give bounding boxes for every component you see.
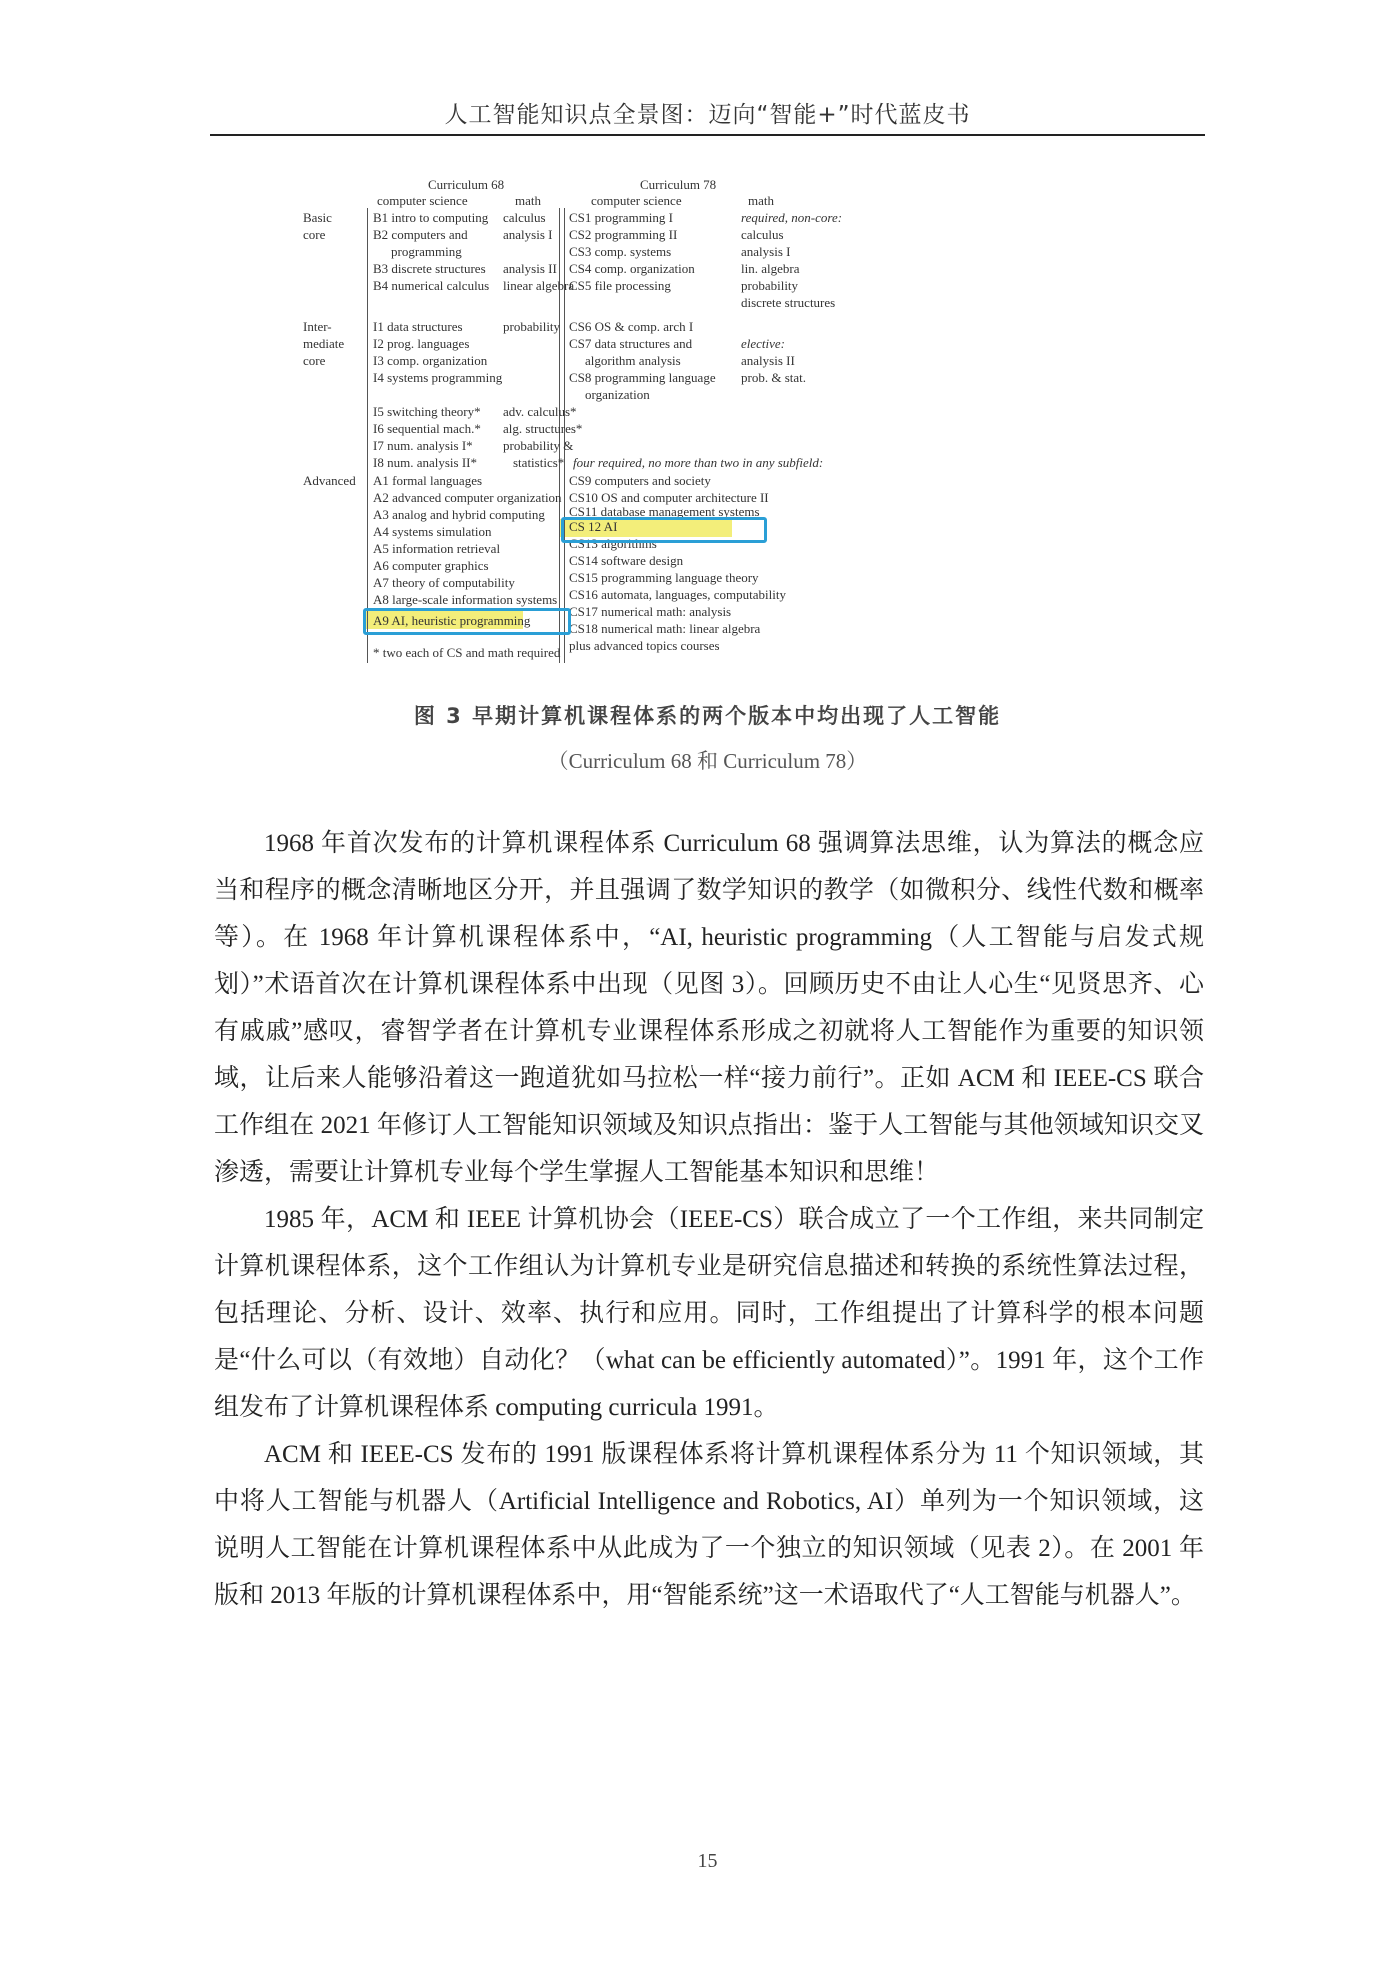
curriculum-figure — [303, 177, 1021, 666]
row-label-basic-core: core — [303, 227, 326, 242]
c78-math-calculus: calculus — [741, 227, 784, 242]
c68-b3: B3 discrete structures — [373, 261, 486, 276]
c78-title: Curriculum 78 — [640, 177, 717, 192]
row-label-core: core — [303, 353, 326, 368]
c68-b4: B4 numerical calculus — [373, 278, 490, 293]
c78-cs16: CS16 automata, languages, computability — [569, 587, 786, 602]
c78-cs2: CS2 programming II — [569, 227, 678, 242]
c68-title: Curriculum 68 — [428, 177, 505, 192]
row-label-mediate: mediate — [303, 336, 345, 351]
c68-math-probability: probability — [503, 319, 561, 334]
c78-cs4: CS4 comp. organization — [569, 261, 695, 276]
c68-i5: I5 switching theory* — [373, 404, 481, 419]
c68-a1: A1 formal languages — [373, 473, 483, 488]
c68-i3: I3 comp. organization — [373, 353, 488, 368]
page-number: 15 — [697, 1850, 718, 1872]
c78-cs10: CS10 OS and computer architecture II — [569, 490, 769, 505]
c68-a2: A2 advanced computer organization — [373, 490, 562, 505]
c68-i8: I8 num. analysis II* — [373, 455, 477, 470]
c78-math-analysis1: analysis I — [741, 244, 791, 259]
c68-math-linalg: linear algebra — [503, 278, 575, 293]
c78-math-required-label: required, non-core: — [741, 210, 843, 225]
c78-cs11: CS11 database management systems — [569, 504, 760, 519]
c78-cs8: CS8 programming language — [569, 370, 716, 385]
c68-math-analysis1: analysis I — [503, 227, 553, 242]
c68-a8: A8 large-scale information systems — [373, 592, 558, 607]
c68-math-statistics: statistics* — [513, 455, 565, 470]
c68-a5: A5 information retrieval — [373, 541, 501, 556]
c78-cs7: CS7 data structures and — [569, 336, 693, 351]
c68-a7: A7 theory of computability — [373, 575, 515, 590]
c68-i2: I2 prog. languages — [373, 336, 470, 351]
c78-cs8-cont: organization — [585, 387, 650, 402]
c78-cs17: CS17 numerical math: analysis — [569, 604, 732, 619]
c78-advanced-topics: plus advanced topics courses — [569, 638, 720, 653]
c78-math-header: math — [748, 193, 774, 208]
c78-cs12: CS 12 AI — [569, 519, 618, 534]
c68-i1: I1 data structures — [373, 319, 463, 334]
row-label-advanced: Advanced — [303, 473, 356, 488]
row-label-inter: Inter- — [303, 319, 332, 334]
c68-a4: A4 systems simulation — [373, 524, 492, 539]
c68-a9: A9 AI, heuristic programming — [373, 613, 531, 628]
c78-math-elective-label: elective: — [741, 336, 786, 351]
c68-i7: I7 num. analysis I* — [373, 438, 473, 453]
figure-subcaption: （Curriculum 68 和 Curriculum 78） — [547, 749, 868, 773]
c68-a6: A6 computer graphics — [373, 558, 489, 573]
c78-cs3: CS3 comp. systems — [569, 244, 672, 259]
c78-cs7-cont: algorithm analysis — [585, 353, 681, 368]
c78-cs-header: computer science — [591, 193, 682, 208]
body-text — [214, 820, 1204, 1619]
c78-math-probability: probability — [741, 278, 799, 293]
c78-cs5: CS5 file processing — [569, 278, 671, 293]
paragraph-1: 1968 年首次发布的计算机课程体系 Curriculum 68 强调算法思维，认为算法的概念应当和程序的概念清晰地区分开，并且强调了数学知识的教学（如微积分、线性代数和概率等）。在 1968 年计算机课程体系中，“AI, heuristic programming（人工智能与启发式规划）”术语首次在计算机课程体系中出现（见图 3）。回顾历史不由让人心生“见贤思齐、心有戚戚”感叹，睿智学者在计算机专业课程体系形成之初就将人工智能作为重要的知识领域，让后来人能够沿着这一跑道犹如马拉松一样“接力前行”。正如 ACM 和 IEEE-CS 联合工作组在 2021 年修订人工智能知识领域及知识点指出：鉴于人工智能与其他领域知识交叉渗透，需要让计算机专业每个学生掌握人工智能基本知识和思维！ — [214, 830, 1204, 1186]
c68-a3: A3 analog and hybrid computing — [373, 507, 545, 522]
c78-cs1: CS1 programming I — [569, 210, 673, 225]
c78-math-linalg: lin. algebra — [741, 261, 800, 276]
c78-math-prob-stat: prob. & stat. — [741, 370, 806, 385]
paragraph-2: 1985 年，ACM 和 IEEE 计算机协会（IEEE-CS）联合成立了一个工作组，来共同制定计算机课程体系，这个工作组认为计算机专业是研究信息描述和转换的系统性算法过程，包括理论、分析、设计、效率、执行和应用。同时，工作组提出了计算科学的根本问题是“什么可以（有效地）自动化？（what can be efficiently automated）”。1991 年，这个工作组发布了计算机课程体系 computing curricula 1991。 — [214, 1206, 1204, 1421]
a9-ai-box — [363, 608, 571, 635]
c68-math-alg-struct: alg. structures* — [503, 421, 583, 436]
c68-i6: I6 sequential mach.* — [373, 421, 481, 436]
c68-math-prob-stat: probability & — [503, 438, 574, 453]
c78-advanced-note: four required, no more than two in any subfield: — [573, 455, 824, 470]
row-label-basic: Basic — [303, 210, 332, 225]
c78-cs15: CS15 programming language theory — [569, 570, 759, 585]
c78-math-analysis2: analysis II — [741, 353, 795, 368]
c68-math-analysis2: analysis II — [503, 261, 557, 276]
c68-math-header: math — [515, 193, 541, 208]
c68-math-calculus: calculus — [503, 210, 546, 225]
paragraph-3: ACM 和 IEEE-CS 发布的 1991 版课程体系将计算机课程体系分为 11 个知识领域，其中将人工智能与机器人（Artificial Intelligence and Robotics, AI）单列为一个知识领域，这说明人工智能在计算机课程体系中从此成为了一个独立的知识领域（见表 2）。在 2001 年版和 2013 年版的计算机课程体系中，用“智能系统”这一术语取代了“人工智能与机器人”。 — [214, 1441, 1204, 1609]
c68-b2: B2 computers and — [373, 227, 468, 242]
cs12-ai-box — [561, 517, 767, 543]
figure-caption: 图 3 早期计算机课程体系的两个版本中均出现了人工智能 — [413, 704, 1002, 728]
c78-cs18: CS18 numerical math: linear algebra — [569, 621, 761, 636]
header-rule — [210, 134, 1205, 136]
c68-b2-cont: programming — [391, 244, 462, 259]
c78-cs9: CS9 computers and society — [569, 473, 711, 488]
c78-cs13: CS13 algorithms — [569, 536, 657, 551]
running-header: 人工智能知识点全景图：迈向“智能+”时代蓝皮书 — [444, 102, 971, 128]
c68-footnote: * two each of CS and math required — [373, 645, 561, 660]
c78-math-discrete: discrete structures — [741, 295, 836, 310]
c68-i4: I4 systems programming — [373, 370, 503, 385]
c78-cs6: CS6 OS & comp. arch I — [569, 319, 694, 334]
c68-math-adv-calc: adv. calculus* — [503, 404, 577, 419]
divider-left — [367, 208, 368, 663]
c78-cs14: CS14 software design — [569, 553, 684, 568]
c68-cs-header: computer science — [377, 193, 468, 208]
c68-b1: B1 intro to computing — [373, 210, 489, 225]
